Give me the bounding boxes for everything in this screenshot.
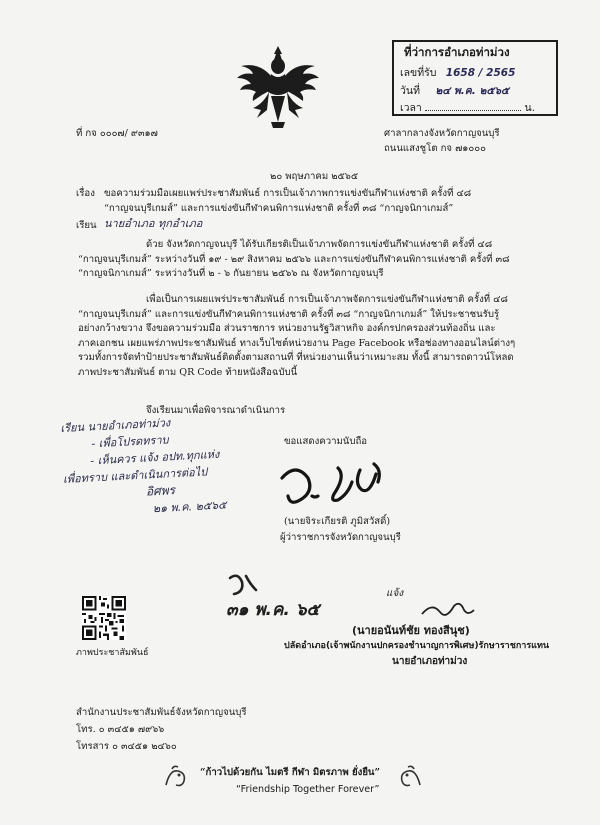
qr-caption: ภาพประชาสัมพันธ์ [76,648,149,658]
letter-date: ๒๐ พฤษภาคม ๒๕๖๕ [270,171,359,182]
note-signer: อิศพร [145,483,176,499]
receipt-stamp [392,40,558,116]
approval-date: ๓๑ พ.ค. ๖๕ [226,600,320,620]
handwritten-note [60,412,227,522]
subject-line2: “กาญจนบุรีเกมส์” และการแข่งขันกีฬาคนพิการแห่งชาติ ครั้งที่ ๓๘ “กาญจนิกาเกมส์” [104,203,454,214]
qr-code[interactable] [82,596,126,640]
recipient-label: เรียน [76,220,97,231]
district-signatory-title2: นายอำเภอท่าม่วง [392,656,468,667]
footer-slogan-thai: “ก้าวไปด้วยกัน ไมตรี กีฬา มิตรภาพ ยั่งยืน” [200,767,381,778]
note-line: - เห็นควร แจ้ง อปท.ทุกแห่ง [89,447,220,468]
subject-line1: ขอความร่วมมือเผยแพร่ประชาสัมพันธ์ การเป็นเจ้าภาพการแข่งขันกีฬาแห่งชาติ ครั้งที่ ๔๘ [104,188,472,199]
paragraph-line: “กาญจนบุรีเกมส์” ระหว่างวันที่ ๑๙ - ๒๙ สิงหาคม ๒๕๖๖ และการแข่งขันกีฬาคนพิการแห่งชาติ ครั้งที่ ๓๘ [78,253,510,265]
stamp-time: เวลา น. [400,102,536,114]
reference-number: ที่ กจ ๐๐๐๗/ ๙๓๑๗ [76,128,158,139]
district-signatory-title: ปลัดอำเภอ(เจ้าพนักงานปกครองชำนาญการพิเศษ)รักษาราชการแทน [284,641,550,651]
garuda-emblem-icon [233,42,323,130]
note-line: เพื่อทราบ และดำเนินการต่อไป [62,465,208,486]
district-signatory-name: (นายอนันท์ชัย ทองสีนุช) [352,624,470,637]
mascot-left-icon [162,763,190,789]
body-paragraph-1 [78,238,510,282]
paragraph-line: อย่างกว้างขวาง จึงขอความร่วมมือ ส่วนราชการ หน่วยงานรัฐวิสาหกิจ องค์กรปกครองส่วนท้องถิ่น และ [78,323,496,335]
sender-address-line2: ถนนแสงชูโต กจ ๗๑๐๐๐ [384,143,486,154]
stamp-receive-no: เลขที่รับ 1658 / 2565 [400,67,516,79]
recipient-handwritten: นายอำเภอ ทุกอำเภอ [104,217,203,230]
stamp-date: วันที่ ๒๔ พ.ค. ๒๕๖๕ [400,85,509,97]
paragraph-line: ด้วย จังหวัดกาญจนบุรี ได้รับเกียรติเป็นเจ้าภาพจัดการแข่งขันกีฬาแห่งชาติ ครั้งที่ ๔๘ [146,239,493,250]
note-line: - เพื่อโปรดทราบ [90,433,169,451]
paragraph-line: ภาคเอกชน เผยแพร่ภาพประชาสัมพันธ์ ทางเว็บไซต์หน่วยงาน Page Facebook หรือช่องทางออนไลน์ต่างๆ [78,337,516,349]
governor-signature-icon [268,456,408,514]
footer-office: สำนักงานประชาสัมพันธ์จังหวัดกาญจนบุรี [76,707,247,718]
governor-name: (นายจิระเกียรติ ภูมิสวัสดิ์) [284,516,391,527]
mascot-right-icon [396,763,424,789]
paragraph-line: “กาญจนบุรีเกมส์” และการแข่งขันกีฬาคนพิการแห่งชาติ ครั้งที่ ๓๘ “กาญจนิกาเกมส์” ให้ประชาชนรับรู้ [78,308,500,320]
district-signature-icon [418,598,478,624]
paragraph-line: รวมทั้งการจัดทำป้ายประชาสัมพันธ์ติดตั้งตามสถานที่ ที่หน่วยงานเห็นว่าเหมาะสม ทั้งนี้ สามารถดาวน์โหลด [78,352,514,364]
paragraph-line: ภาพประชาสัมพันธ์ ตาม QR Code ท้ายหนังสือฉบับนี้ [78,366,298,378]
closing-request: จึงเรียนมาเพื่อพิจารณาดำเนินการ [146,405,286,416]
paragraph-line: “กาญจนิกาเกมส์” ระหว่างวันที่ ๒ - ๖ กันยายน ๒๕๖๖ ณ จังหวัดกาญจนบุรี [78,268,384,280]
closing-phrase: ขอแสดงความนับถือ [284,436,368,447]
footer-slogan-english: “Friendship Together Forever” [236,784,380,795]
footer-fax: โทรสาร ๐ ๓๔๕๑ ๒๔๖๐ [76,741,177,752]
approval-sign-word: แจ้ง [386,588,404,599]
body-paragraph-2 [78,293,515,381]
sender-address-line1: ศาลากลางจังหวัดกาญจนบุรี [384,128,500,139]
governor-title: ผู้ว่าราชการจังหวัดกาญจนบุรี [280,532,401,543]
note-date: ๒๑ พ.ค. ๒๕๖๕ [152,498,227,516]
stamp-title: ที่ว่าการอำเภอท่าม่วง [404,45,510,59]
footer-tel: โทร. ๐ ๓๔๕๑ ๗๙๖๖ [76,724,165,735]
subject-label: เรื่อง [76,188,95,199]
note-line: เรียน นายอำเภอท่าม่วง [60,416,171,435]
paragraph-line: เพื่อเป็นการเผยแพร่ประชาสัมพันธ์ การเป็นเจ้าภาพจัดการแข่งขันกีฬาแห่งชาติ ครั้งที่ ๔๘ [146,294,508,305]
